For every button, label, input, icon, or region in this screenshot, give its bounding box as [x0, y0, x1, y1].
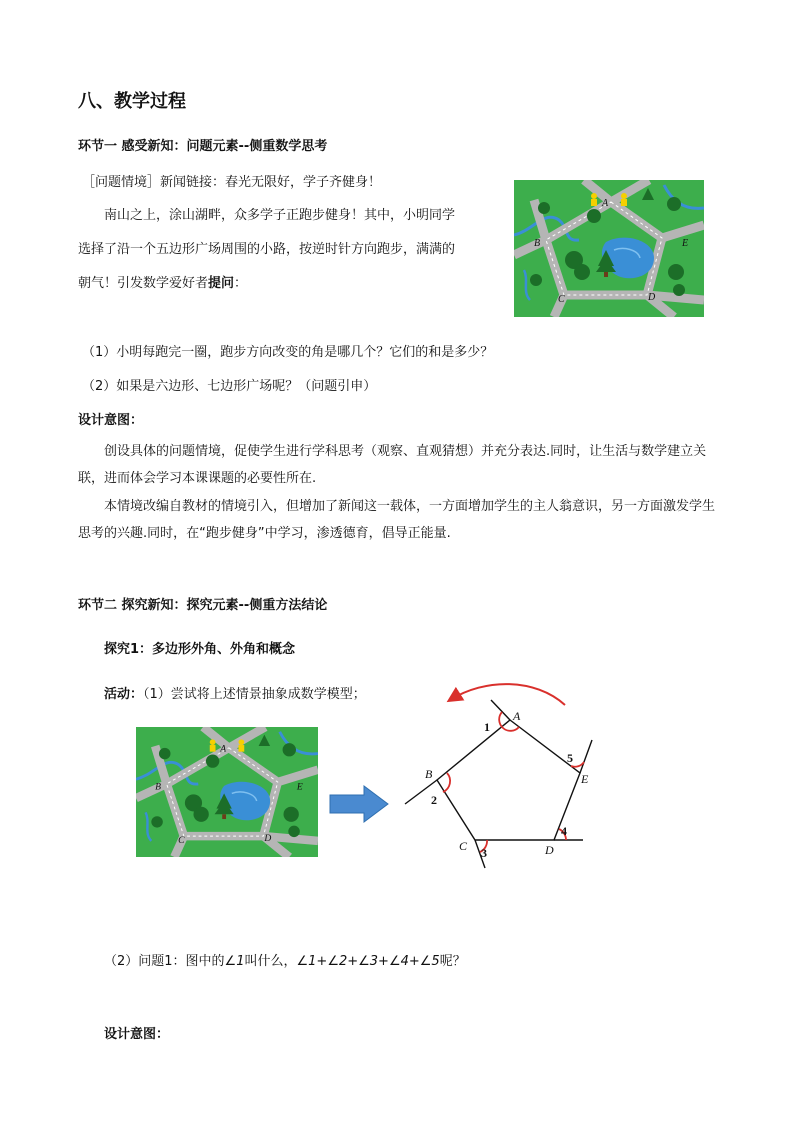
map2-label-B: B: [155, 782, 162, 793]
angle-label-3: 3: [481, 846, 487, 860]
map-label-B: B: [534, 238, 541, 249]
diagram-vertex-C: C: [459, 839, 468, 853]
transform-arrow-icon: [328, 784, 390, 824]
explore-title: 探究1：多边形外角、外角和概念: [104, 642, 296, 657]
park-map-illustration-2: [136, 727, 318, 857]
design-intent-label-1: 设计意图：: [78, 413, 144, 428]
diagram-vertex-A: A: [513, 709, 521, 723]
map2-label-D: D: [264, 833, 272, 844]
diagram-vertex-E: E: [581, 772, 589, 786]
activity-line: [104, 683, 366, 702]
counterclockwise-arrow-icon: [450, 684, 565, 705]
design-intent-label-2: 设计意图：: [104, 1027, 170, 1042]
park-map-illustration: [514, 180, 704, 317]
angle-label-5: 5: [567, 751, 573, 765]
story-line-3: [78, 272, 247, 291]
design-intent-para-1: 创设具体的问题情境，促使学生进行学科思考（观察、直观猜想）并充分表达.同时，让生活与数学建立关联，进而体会学习本课课题的必要性所在.: [78, 444, 707, 486]
map-label-C: C: [558, 294, 565, 305]
story-bold-word: 提问: [208, 276, 235, 291]
question-mid: 叫什么，: [244, 954, 297, 969]
map2-label-C: C: [178, 835, 185, 846]
story-line-2: 选择了沿一个五边形广场周围的小路，按逆时针方向跑步，满满的: [78, 242, 456, 257]
activity-label: 活动：: [104, 687, 144, 702]
question-angles: [104, 950, 466, 969]
pentagon-exterior-angle-diagram: [395, 680, 605, 870]
map-label-E: E: [682, 238, 689, 249]
angle-label-4: 4: [561, 824, 567, 838]
step2-title: 环节二 探究新知：探究元素--侧重方法结论: [78, 598, 328, 613]
diagram-vertex-B: B: [425, 767, 433, 781]
question-prefix: （2）问题1：图中的: [104, 954, 225, 969]
angle-label-2: 2: [431, 793, 437, 807]
diagram-vertex-D: D: [545, 843, 554, 857]
section-title: 八、教学过程: [78, 91, 186, 112]
map-label-A: A: [602, 198, 609, 209]
question-1: （1）小明每跑完一圈，跑步方向改变的角是哪几个？它们的和是多少？: [82, 345, 494, 360]
activity-text: （1）尝试将上述情景抽象成数学模型；: [143, 687, 366, 702]
story-line-1: 南山之上，涂山湖畔，众多学子正跑步健身！其中，小明同学: [104, 208, 456, 223]
story-line-3-text: 朝气！引发数学爱好者: [78, 276, 209, 291]
question-end: 呢？: [439, 954, 466, 969]
angle-label-1: 1: [484, 720, 490, 734]
question-angle-1: ∠1: [224, 954, 245, 969]
design-intent-para-2: 本情境改编自教材的情境引入，但增加了新闻这一载体，一方面增加学生的主人翁意识，另一方面激发学生思考的兴趣.同时，在“跑步健身”中学习，渗透德育，倡导正能量.: [78, 499, 716, 541]
story-end: ：: [234, 276, 248, 291]
step1-title: 环节一 感受新知：问题元素--侧重数学思考: [78, 139, 328, 154]
map2-label-A: A: [220, 744, 227, 755]
question-2: （2）如果是六边形、七边形广场呢？（问题引申）: [82, 379, 377, 394]
map2-label-E: E: [296, 782, 303, 793]
map-label-D: D: [648, 292, 656, 303]
question-angle-sum: ∠1+∠2+∠3+∠4+∠5: [296, 954, 440, 969]
step1-situation: ［问题情境］新闻链接：春光无限好，学子齐健身！: [82, 175, 382, 190]
